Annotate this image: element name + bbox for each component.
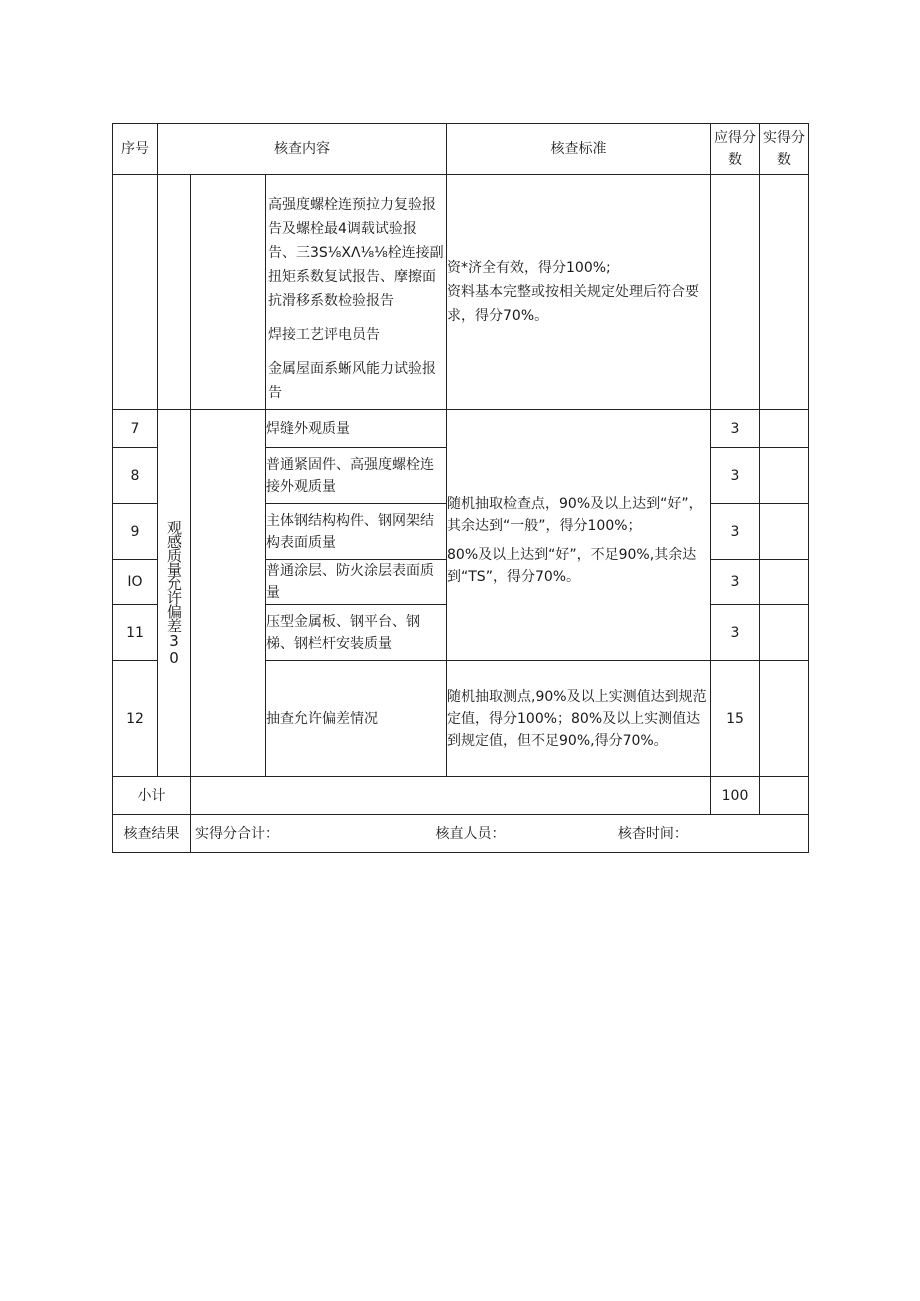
subtotal-row <box>113 777 809 815</box>
row-content: 抽查允许偏差情况 <box>266 661 447 777</box>
docs-seq-cell <box>113 175 158 410</box>
table-row <box>113 410 809 448</box>
header-standard: 核查标准 <box>447 124 711 175</box>
actual-total-label: 实得分合计： <box>195 825 279 842</box>
row-due-score: 3 <box>711 560 760 605</box>
group-standard <box>447 410 711 661</box>
row-seq: 8 <box>113 448 158 504</box>
category-label-cell <box>158 410 191 777</box>
subtotal-actual[interactable] <box>760 777 809 815</box>
doc-item: 高强度螺栓连预拉力复验报告及螺栓最4调载试验报告、三3S⅛XΛ⅛⅛栓连接副扭矩系数复试报告、摩擦面抗滑移系数检验报告 <box>268 197 444 309</box>
row-seq: 12 <box>113 661 158 777</box>
row-due-score: 15 <box>711 661 760 777</box>
header-row <box>113 124 809 175</box>
docs-actual-score <box>760 175 809 410</box>
docs-list <box>266 175 447 410</box>
group-standard-para: 80%及以上达到“好”，不足90%,其余达到“TS”，得分70%。 <box>447 546 697 585</box>
subtotal-blank <box>191 777 711 815</box>
row-actual-score[interactable] <box>760 605 809 661</box>
row-actual-score[interactable] <box>760 661 809 777</box>
row-due-score: 3 <box>711 605 760 661</box>
docs-row <box>113 175 809 410</box>
row-seq: 9 <box>113 504 158 560</box>
category-spacer <box>191 410 266 777</box>
doc-item: 焊接工艺评电员告 <box>268 327 380 343</box>
docs-standard-line: 资*济全有效，得分100%; <box>447 260 611 276</box>
row-due-score: 3 <box>711 504 760 560</box>
subtotal-score: 100 <box>711 777 760 815</box>
doc-item: 金属屋面系蜥风能力试验报告 <box>268 361 436 401</box>
result-row <box>113 815 809 853</box>
row-seq: 7 <box>113 410 158 448</box>
docs-sub-cell <box>191 175 266 410</box>
subtotal-label: 小计 <box>113 777 191 815</box>
row-content: 主体钢结构构件、钢网架结构表面质量 <box>266 504 447 560</box>
row-content: 普通紧固件、高强度螺栓连接外观质量 <box>266 448 447 504</box>
group-standard-para: 随机抽取检查点，90%及以上达到“好”，其余达到“一般”，得分100%； <box>447 495 703 534</box>
row-actual-score[interactable] <box>760 560 809 605</box>
category-label: 观感质量允许偏差30 <box>165 520 183 666</box>
row-seq: IO <box>113 560 158 605</box>
row-content: 压型金属板、钢平台、钢梯、钢栏杆安装质量 <box>266 605 447 661</box>
row-content: 焊缝外观质量 <box>266 410 447 448</box>
docs-standard-line: 资料基本完整或按相关规定处理后符合要求，得分70%。 <box>447 284 699 324</box>
row-due-score: 3 <box>711 410 760 448</box>
row-actual-score[interactable] <box>760 504 809 560</box>
row-content: 普通涂层、防火涂层表面质量 <box>266 560 447 605</box>
docs-due-score <box>711 175 760 410</box>
header-seq: 序号 <box>113 124 158 175</box>
row-due-score: 3 <box>711 448 760 504</box>
inspection-score-table <box>112 123 809 853</box>
row-actual-score[interactable] <box>760 448 809 504</box>
row-seq: 11 <box>113 605 158 661</box>
docs-standard <box>447 175 711 410</box>
result-fields <box>191 815 809 853</box>
inspector-label: 核直人员： <box>435 825 506 842</box>
check-time-label: 核杳时间： <box>617 825 688 842</box>
row-standard: 随机抽取测点,90%及以上实测值达到规范定值，得分100%；80%及以上实测值达到规定值，但不足90%,得分70%。 <box>447 661 711 777</box>
header-content: 核查内容 <box>158 124 447 175</box>
header-due-score: 应得分数 <box>711 124 760 175</box>
row-actual-score[interactable] <box>760 410 809 448</box>
docs-cat-cell <box>158 175 191 410</box>
header-actual-score: 实得分数 <box>760 124 809 175</box>
result-label: 核查结果 <box>113 815 191 853</box>
